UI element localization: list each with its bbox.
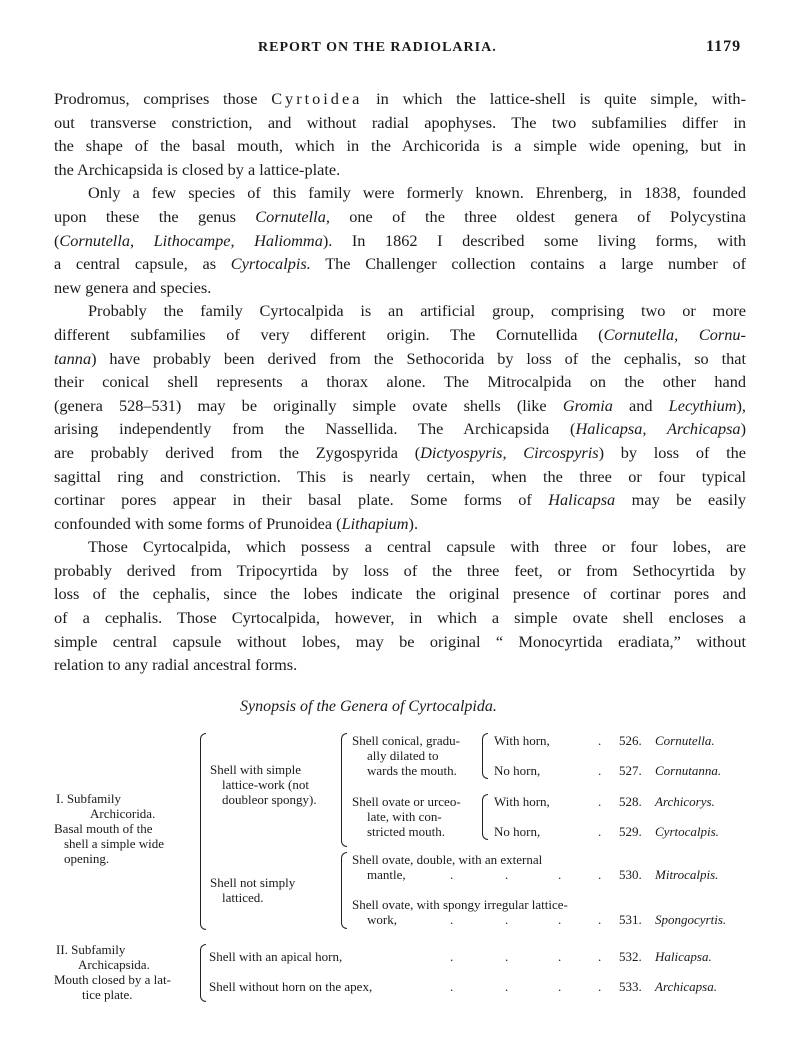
leader-dot: . xyxy=(558,912,562,927)
text: simple central capsule without lobes, may be original “ Monocyrtida eradiata,” without xyxy=(54,631,746,651)
italic-text: Lithapium xyxy=(341,513,409,533)
text: ), xyxy=(736,395,746,415)
text: their conical shell represents a thorax alone. The Mitrocalpida on the other hand xyxy=(54,372,746,392)
leader-dot: . xyxy=(505,867,509,882)
text-line xyxy=(54,441,746,465)
italic-text: Cornutella, Cornu- xyxy=(603,324,746,344)
text: ) have probably been derived from the Sethocorida by loss of the cephalis, so that xyxy=(91,348,746,368)
text: cortinar pores appear in their basal plate. Some forms of xyxy=(54,490,549,510)
text-line xyxy=(54,370,746,394)
leader-dot: . xyxy=(505,979,509,994)
italic-text: Cornutella, xyxy=(255,206,330,226)
text: The Challenger collection contains a large number of xyxy=(310,254,747,274)
group-simple-lattice: lattice-work (not xyxy=(222,777,309,792)
italic-text: tanna xyxy=(54,348,92,368)
brace-subfamily-2 xyxy=(200,944,206,1002)
text: Probably the family Cyrtocalpida is an artificial group, comprising two or more xyxy=(88,301,746,321)
text: arising independently from the Nassellida. The Archicapsida ( xyxy=(54,419,576,439)
text-line xyxy=(54,535,746,559)
text-line xyxy=(54,323,746,347)
text: in which the lattice-shell is quite simple, with- xyxy=(362,89,746,108)
text: probably derived from Tripocyrtida by loss of the three feet, or from Sethocyrtida by xyxy=(54,560,746,580)
leader-dot: . xyxy=(598,949,602,964)
horn-option: With horn, xyxy=(494,733,550,748)
spaced-text: Cyrtoidea xyxy=(271,89,363,108)
text-line xyxy=(54,488,746,512)
shell-conical: Shell conical, gradu- xyxy=(352,733,460,748)
text: sagittal ring and constriction. This is nearly certain, when the three or four typical xyxy=(54,466,746,486)
text-line xyxy=(54,158,746,182)
text: the shape of the basal mouth, which in the Archicorida is a simple wide opening, but in xyxy=(54,136,746,156)
genus-name: Cornutanna. xyxy=(655,763,722,778)
shell-conical: ally dilated to xyxy=(367,748,439,763)
subfamily-2-label: Mouth closed by a lat- xyxy=(54,972,171,987)
subfamily-1-label: I. Subfamily xyxy=(56,791,121,806)
genus-number: 531. xyxy=(619,912,642,927)
brace-ovate xyxy=(482,794,488,840)
leader-dot: . xyxy=(450,979,454,994)
text: confounded with some forms of Prunoidea ( xyxy=(54,513,342,533)
text-line xyxy=(54,559,746,583)
text-line xyxy=(54,181,746,205)
brace-subfamily-1 xyxy=(200,733,206,930)
shell-apical-horn: Shell with an apical horn, xyxy=(209,949,343,964)
italic-text: Cornutella, Lithocampe, Haliomma xyxy=(59,230,323,250)
text: a central capsule, as xyxy=(54,254,231,274)
page-number: 1179 xyxy=(706,38,742,55)
leader-dot: . xyxy=(558,979,562,994)
shell-ovate: stricted mouth. xyxy=(367,824,445,839)
leader-dot: . xyxy=(505,949,509,964)
leader-dot: . xyxy=(598,867,602,882)
italic-text: Halicapsa xyxy=(548,490,616,510)
genus-number: 529. xyxy=(619,824,642,839)
genus-name: Cyrtocalpis. xyxy=(655,824,719,839)
text-line xyxy=(54,512,746,536)
group-not-simply-latticed: Shell not simply xyxy=(210,875,296,890)
text: different subfamilies of very different origin. The Cornutellida ( xyxy=(54,324,604,344)
shell-double: mantle, xyxy=(367,867,406,882)
genus-name: Cornutella. xyxy=(655,733,715,748)
brace-conical xyxy=(482,733,488,779)
leader-dot: . xyxy=(558,867,562,882)
genus-number: 526. xyxy=(619,733,642,748)
shell-double: Shell ovate, double, with an external xyxy=(352,852,543,867)
text-line xyxy=(54,606,746,630)
genus-number: 533. xyxy=(619,979,642,994)
group-simple-lattice: doubleor spongy). xyxy=(222,792,317,807)
text: Prodromus, comprises those xyxy=(54,89,272,108)
brace-not-simple xyxy=(341,852,347,929)
text-line xyxy=(54,205,746,229)
genus-name: Spongocyrtis. xyxy=(655,912,727,927)
genus-name: Halicapsa. xyxy=(655,949,712,964)
genus-name: Archicapsa. xyxy=(655,979,717,994)
shell-conical: wards the mouth. xyxy=(367,763,457,778)
subfamily-2-label: tice plate. xyxy=(82,987,133,1002)
genus-name: Mitrocalpis. xyxy=(655,867,719,882)
text-line xyxy=(54,276,746,300)
text: loss of the cephalis, since the lobes indicate the original presence of cortinar pores and xyxy=(54,584,746,604)
text: ). xyxy=(408,513,419,533)
horn-option: No horn, xyxy=(494,763,541,778)
leader-dot: . xyxy=(598,763,602,778)
genus-number: 527. xyxy=(619,763,642,778)
text-line xyxy=(54,111,746,135)
genus-number: 528. xyxy=(619,794,642,809)
subfamily-2-label: Archicapsida. xyxy=(78,957,150,972)
text: ( xyxy=(54,230,60,250)
shell-ovate: late, with con- xyxy=(367,809,442,824)
subfamily-1-label: shell a simple wide xyxy=(64,836,165,851)
genus-name: Archicorys. xyxy=(655,794,715,809)
subfamily-1-label: Basal mouth of the xyxy=(54,821,153,836)
subfamily-1-label: Archicorida. xyxy=(90,806,156,821)
running-header: REPORT ON THE RADIOLARIA. xyxy=(258,40,497,55)
text: ) xyxy=(740,419,746,439)
text-line xyxy=(54,653,746,677)
leader-dot: . xyxy=(450,867,454,882)
leader-dot: . xyxy=(598,979,602,994)
group-simple-lattice: Shell with simple xyxy=(210,762,301,777)
text-line xyxy=(54,252,746,276)
leader-dot: . xyxy=(598,794,602,809)
text-line xyxy=(54,394,746,418)
text-line xyxy=(54,582,746,606)
text: Those Cyrtocalpida, which possess a central capsule with three or four lobes, are xyxy=(88,537,746,557)
leader-dot: . xyxy=(450,912,454,927)
text-line xyxy=(54,229,746,253)
text: and xyxy=(612,395,669,415)
italic-text: Lecythium xyxy=(668,395,737,415)
leader-dot: . xyxy=(558,949,562,964)
genus-number: 530. xyxy=(619,867,642,882)
text: ) by loss of the xyxy=(598,442,746,462)
subfamily-2-label: II. Subfamily xyxy=(56,942,126,957)
group-not-simply-latticed: latticed. xyxy=(222,890,264,905)
shell-ovate: Shell ovate or urceo- xyxy=(352,794,461,809)
italic-text: Dictyospyris, Circospyris xyxy=(420,442,599,462)
brace-simple xyxy=(341,733,347,847)
text-line xyxy=(54,134,746,158)
text: Only a few species of this family were formerly known. Ehrenberg, in 1838, founded xyxy=(88,183,746,203)
leader-dot: . xyxy=(450,949,454,964)
text: the Archicapsida is closed by a lattice-plate. xyxy=(54,159,341,179)
horn-option: With horn, xyxy=(494,794,550,809)
leader-dot: . xyxy=(598,912,602,927)
text: (genera 528–531) may be originally simple ovate shells (like xyxy=(54,395,563,415)
subfamily-1-label: opening. xyxy=(64,851,110,866)
text: may be easily xyxy=(615,490,746,510)
italic-text: Gromia xyxy=(562,395,613,415)
text-line xyxy=(54,299,746,323)
text: one of the three oldest genera of Polycystina xyxy=(329,206,747,226)
text: relation to any radial ancestral forms. xyxy=(54,655,298,675)
leader-dot: . xyxy=(598,824,602,839)
italic-text: Halicapsa, Archicapsa xyxy=(575,419,741,439)
shell-spongy: work, xyxy=(367,912,397,927)
text-line xyxy=(54,630,746,654)
text-line xyxy=(54,87,746,111)
text: upon these the genus xyxy=(54,206,256,226)
text: ). In 1862 I described some living forms, with xyxy=(322,230,747,250)
synopsis-title: Synopsis of the Genera of Cyrtocalpida. xyxy=(240,698,497,715)
text-line xyxy=(54,417,746,441)
shell-without-horn: Shell without horn on the apex, xyxy=(209,979,373,994)
genus-number: 532. xyxy=(619,949,642,964)
leader-dot: . xyxy=(598,733,602,748)
italic-text: Cyrtocalpis. xyxy=(230,254,311,274)
horn-option: No horn, xyxy=(494,824,541,839)
text: are probably derived from the Zygospyrida ( xyxy=(54,442,421,462)
text-line xyxy=(54,347,746,371)
text: new genera and species. xyxy=(54,277,212,297)
text-line xyxy=(54,465,746,489)
leader-dot: . xyxy=(505,912,509,927)
text: out transverse constriction, and without radial apophyses. The two subfamilies differ in xyxy=(54,112,746,132)
body-text xyxy=(54,87,746,677)
shell-spongy: Shell ovate, with spongy irregular lattice- xyxy=(352,897,568,912)
text: of a cephalis. Those Cyrtocalpida, however, in which a simple ovate shell encloses a xyxy=(54,608,746,628)
